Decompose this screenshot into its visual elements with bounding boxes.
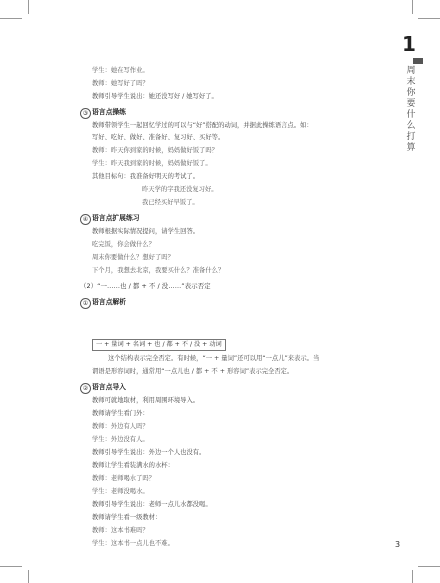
section-heading: 语言点操练 [92,108,126,116]
crop-mark [0,566,22,567]
chapter-number: 1 [402,32,416,56]
body-line: 教师：昨天你到家的时候，妈妈做好饭了吗？ [92,147,218,154]
chapter-title-char: 么 [406,121,416,131]
body-line: 教师带领学生一起回忆学过的可以与“好”搭配的动词，并据此操练语言点。如： [92,122,313,129]
body-line: 教师请学生看门外： [92,410,149,417]
body-line: 谓语是形容词时，通常用“一点儿也 / 都 + 不 + 形容词”表示完全否定。 [92,368,294,375]
body-line: 学生：这本书一点儿也不难。 [92,540,174,547]
body-line: 学生：昨天我到家的时候，妈妈做好饭了。 [92,160,212,167]
body-line: 学生：外边没有人。 [92,436,149,443]
body-line: 教师引导学生说出：老师一点儿水都没喝。 [92,501,212,508]
chapter-bar [413,58,423,64]
body-line: 教师引导学生说出：她还没写好 / 她写好了。 [92,93,218,100]
section-heading: 语言点解析 [92,298,126,306]
section-number: ① [80,298,91,309]
body-line: 学生：老师没喝水。 [92,488,149,495]
body-line: 这个结构表示完全否定。有时候，“一 + 量词”还可以用“一点儿”来表示。当 [108,355,320,362]
body-line: 我已经买好早饭了。 [142,199,199,206]
chapter-title-char: 你 [406,88,416,98]
crop-mark [418,566,440,567]
grammar-formula-box: 一 + 量词 + 名词 + 也 / 都 + 不 / 没 + 动词 [92,339,226,351]
chapter-title-vertical [406,66,416,154]
body-line: 教师：老师喝水了吗？ [92,475,155,482]
chapter-title-char: 要 [406,99,416,109]
section-number: ④ [80,214,91,225]
crop-mark [412,0,413,14]
chapter-title-char: 算 [406,143,416,153]
chapter-title-char: 末 [406,77,416,87]
body-line: 周末你要做什么？想好了吗？ [92,254,174,261]
body-line: 教师可就地取材，利用周围环境导入。 [92,397,200,404]
body-line: 吃完饭，你会做什么？ [92,241,155,248]
body-line: 写好、吃好、做好、准备好、复习好、买好等。 [92,134,225,141]
body-line: 教师请学生看一级教材： [92,514,162,521]
crop-mark [28,570,29,583]
crop-mark [418,18,440,19]
body-line: 教师根据实际情况提问，请学生回答。 [92,228,200,235]
section-number: ③ [80,108,91,119]
chapter-title-char: 周 [406,66,416,76]
body-line: 教师：外边有人吗？ [92,423,149,430]
crop-mark [0,18,22,19]
section-heading: 语言点导入 [92,383,126,391]
chapter-title-char: 打 [406,132,416,142]
body-line: 其他目标句：我准备好明天的考试了。 [92,173,200,180]
body-line: 教师让学生看装满水的水杯： [92,462,174,469]
page-number: 3 [395,540,401,549]
body-line: 教师：这本书难吗？ [92,527,149,534]
body-line: 教师：她写好了吗？ [92,80,149,87]
body-line: 下个月，我想去北京，我要买什么？准备什么？ [92,267,225,274]
body-line: 学生：她在写作业。 [92,67,149,74]
body-line: 昨天学的字我还没复习好。 [142,186,218,193]
body-line: 教师引导学生说出：外边一个人也没有。 [92,449,206,456]
section-heading: 语言点扩展练习 [92,214,140,222]
section-number: ② [80,383,91,394]
crop-mark [412,570,413,583]
subsection-heading: （2）“一……也 / 都 + 不 / 没……”表示否定 [80,282,211,290]
chapter-title-char: 什 [406,110,416,120]
crop-mark [28,0,29,14]
